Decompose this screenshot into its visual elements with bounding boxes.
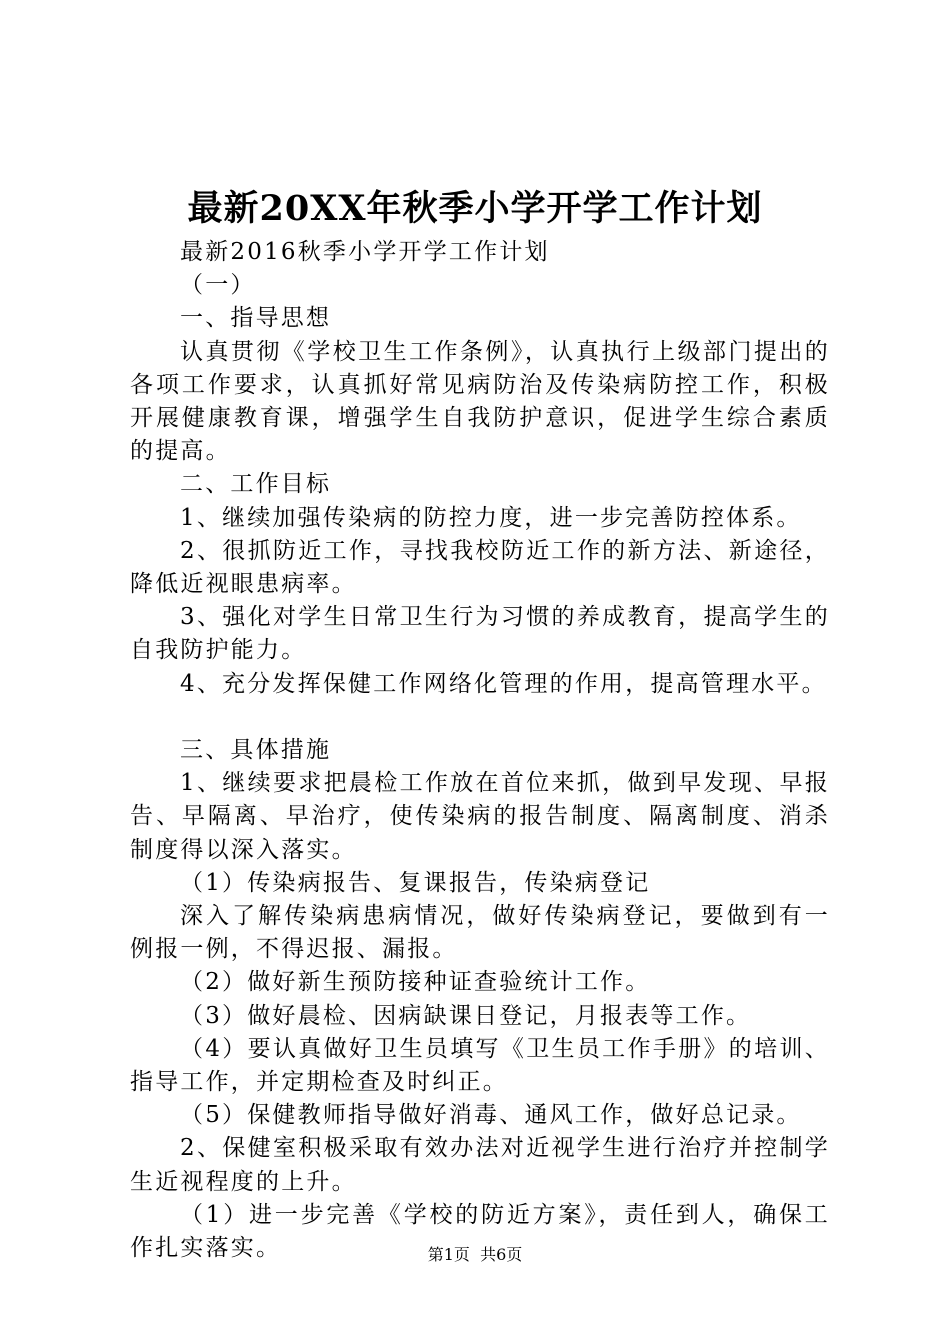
subtitle-paragraph: 最新2016秋季小学开学工作计划	[180, 239, 550, 265]
document-title: 最新20XX年秋季小学开学工作计划	[187, 188, 763, 229]
measure-subitem-1-3: （3）做好晨检、因病缺课日登记，月报表等工作。	[180, 1002, 752, 1029]
goal-item-3: 3、强化对学生日常卫生行为习惯的养成教育，提高学生的自我防护能力。	[130, 604, 830, 664]
paragraph-guiding-ideology: 认真贯彻《学校卫生工作条例》，认真执行上级部门提出的各项工作要求，认真抓好常见病防治及传染病防控工作，积极开展健康教育课，增强学生自我防护意识，促进学生综合素质的提高。	[130, 338, 830, 465]
measure-item-1: 1、继续要求把晨检工作放在首位来抓，做到早发现、早报告、早隔离、早治疗，使传染病的报告制度、隔离制度、消杀制度得以深入落实。	[130, 770, 830, 863]
measure-subitem-2-1: （1）进一步完善《学校的防近方案》，责任到人，确保工作扎实落实。	[130, 1201, 830, 1262]
page-number: 第1页	[427, 1245, 470, 1264]
goal-item-4: 4、充分发挥保健工作网络化管理的作用，提高管理水平。	[180, 670, 827, 697]
section-number: （一）	[180, 272, 256, 299]
heading-guiding-ideology: 一、指导思想	[180, 305, 332, 332]
measure-subitem-1-2: （2）做好新生预防接种证查验统计工作。	[180, 969, 651, 996]
heading-work-goals: 二、工作目标	[180, 471, 332, 498]
goal-item-2: 2、很抓防近工作，寻找我校防近工作的新方法、新途径，降低近视眼患病率。	[130, 537, 830, 598]
page-footer	[0, 1244, 950, 1266]
measure-subitem-1-5: （5）保健教师指导做好消毒、通风工作，做好总记录。	[180, 1102, 802, 1129]
measure-detail-paragraph: 深入了解传染病患病情况，做好传染病登记，要做到有一例报一例，不得迟报、漏报。	[130, 903, 830, 963]
heading-specific-measures: 三、具体措施	[180, 737, 332, 764]
document-body	[130, 236, 830, 1265]
measure-subitem-1-1: （1）传染病报告、复课报告，传染病登记	[180, 869, 651, 896]
measure-item-2: 2、保健室积极采取有效办法对近视学生进行治疗并控制学生近视程度的上升。	[130, 1135, 830, 1195]
goal-item-1: 1、继续加强传染病的防控力度，进一步完善防控体系。	[180, 504, 802, 531]
measure-subitem-1-4: （4）要认真做好卫生员填写《卫生员工作手册》的培训、指导工作，并定期检查及时纠正。	[130, 1035, 830, 1096]
blank-line	[130, 701, 830, 734]
total-pages: 共6页	[480, 1245, 523, 1264]
